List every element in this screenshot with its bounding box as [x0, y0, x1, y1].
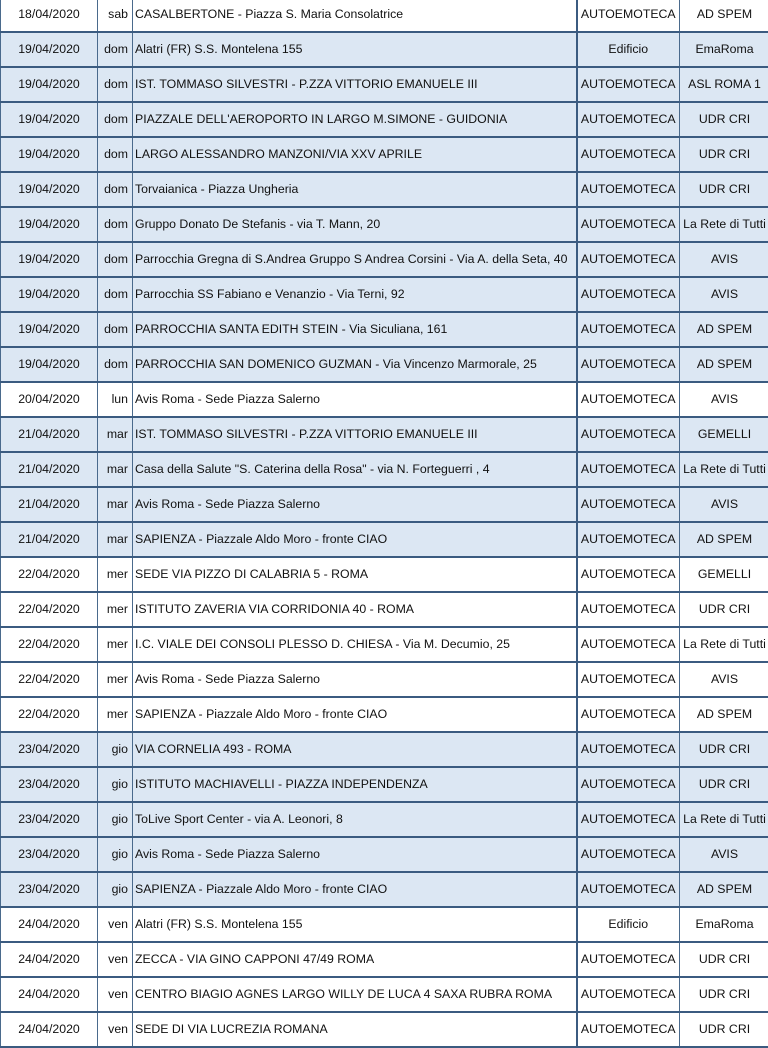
table-row: [1, 242, 768, 277]
organization-cell: UDR CRI: [680, 977, 768, 1012]
day-cell: mer: [98, 592, 133, 627]
location-cell: Avis Roma - Sede Piazza Salerno: [133, 487, 577, 522]
location-cell: Alatri (FR) S.S. Montelena 155: [133, 32, 577, 67]
organization-cell: AD SPEM: [680, 522, 768, 557]
location-cell: SAPIENZA - Piazzale Aldo Moro - fronte CIAO: [133, 872, 577, 907]
type-cell: AUTOEMOTECA: [577, 767, 680, 802]
location-cell: VIA CORNELIA 493 - ROMA: [133, 732, 577, 767]
type-cell: AUTOEMOTECA: [577, 522, 680, 557]
type-cell: AUTOEMOTECA: [577, 872, 680, 907]
day-cell: mer: [98, 697, 133, 732]
date-cell: 19/04/2020: [1, 67, 98, 102]
type-cell: AUTOEMOTECA: [577, 662, 680, 697]
organization-cell: La Rete di Tutti: [680, 802, 768, 837]
organization-cell: UDR CRI: [680, 592, 768, 627]
day-cell: dom: [98, 32, 133, 67]
date-cell: 24/04/2020: [1, 942, 98, 977]
type-cell: AUTOEMOTECA: [577, 802, 680, 837]
organization-cell: UDR CRI: [680, 732, 768, 767]
location-cell: CASALBERTONE - Piazza S. Maria Consolatrice: [133, 0, 577, 32]
table-row: [1, 382, 768, 417]
date-cell: 22/04/2020: [1, 627, 98, 662]
type-cell: AUTOEMOTECA: [577, 1012, 680, 1047]
type-cell: AUTOEMOTECA: [577, 382, 680, 417]
table-row: [1, 942, 768, 977]
organization-cell: AD SPEM: [680, 697, 768, 732]
day-cell: dom: [98, 137, 133, 172]
location-cell: CENTRO BIAGIO AGNES LARGO WILLY DE LUCA 4 SAXA RUBRA ROMA: [133, 977, 577, 1012]
type-cell: AUTOEMOTECA: [577, 312, 680, 347]
table-row: [1, 487, 768, 522]
location-cell: PIAZZALE DELL'AEROPORTO IN LARGO M.SIMONE - GUIDONIA: [133, 102, 577, 137]
date-cell: 19/04/2020: [1, 312, 98, 347]
date-cell: 21/04/2020: [1, 417, 98, 452]
table-row: [1, 977, 768, 1012]
table-row: [1, 67, 768, 102]
type-cell: AUTOEMOTECA: [577, 977, 680, 1012]
table-row: [1, 557, 768, 592]
table-row: [1, 592, 768, 627]
day-cell: dom: [98, 67, 133, 102]
organization-cell: La Rete di Tutti: [680, 452, 768, 487]
table-row: [1, 907, 768, 942]
date-cell: 20/04/2020: [1, 382, 98, 417]
location-cell: Casa della Salute "S. Caterina della Rosa" - via N. Forteguerri , 4: [133, 452, 577, 487]
table-row: [1, 452, 768, 487]
location-cell: PARROCCHIA SANTA EDITH STEIN - Via Siculiana, 161: [133, 312, 577, 347]
day-cell: mar: [98, 522, 133, 557]
date-cell: 19/04/2020: [1, 137, 98, 172]
type-cell: AUTOEMOTECA: [577, 67, 680, 102]
table-row: [1, 312, 768, 347]
table-row: [1, 662, 768, 697]
date-cell: 19/04/2020: [1, 277, 98, 312]
date-cell: 19/04/2020: [1, 242, 98, 277]
type-cell: AUTOEMOTECA: [577, 627, 680, 662]
day-cell: dom: [98, 102, 133, 137]
location-cell: ISTITUTO ZAVERIA VIA CORRIDONIA 40 - ROMA: [133, 592, 577, 627]
location-cell: Avis Roma - Sede Piazza Salerno: [133, 382, 577, 417]
table-row: [1, 627, 768, 662]
location-cell: Parrocchia Gregna di S.Andrea Gruppo S Andrea Corsini - Via A. della Seta, 40: [133, 242, 577, 277]
day-cell: dom: [98, 347, 133, 382]
day-cell: sab: [98, 0, 133, 32]
table-row: [1, 102, 768, 137]
table-row: [1, 137, 768, 172]
location-cell: Torvaianica - Piazza Ungheria: [133, 172, 577, 207]
organization-cell: UDR CRI: [680, 172, 768, 207]
type-cell: AUTOEMOTECA: [577, 277, 680, 312]
organization-cell: AVIS: [680, 382, 768, 417]
location-cell: ToLive Sport Center - via A. Leonori, 8: [133, 802, 577, 837]
date-cell: 24/04/2020: [1, 907, 98, 942]
organization-cell: UDR CRI: [680, 1012, 768, 1047]
day-cell: dom: [98, 242, 133, 277]
location-cell: Parrocchia SS Fabiano e Venanzio - Via Terni, 92: [133, 277, 577, 312]
date-cell: 23/04/2020: [1, 732, 98, 767]
organization-cell: UDR CRI: [680, 767, 768, 802]
type-cell: AUTOEMOTECA: [577, 487, 680, 522]
organization-cell: AD SPEM: [680, 347, 768, 382]
day-cell: dom: [98, 312, 133, 347]
day-cell: gio: [98, 837, 133, 872]
organization-cell: AVIS: [680, 277, 768, 312]
location-cell: Avis Roma - Sede Piazza Salerno: [133, 662, 577, 697]
table-row: [1, 32, 768, 67]
table-row: [1, 872, 768, 907]
date-cell: 22/04/2020: [1, 557, 98, 592]
day-cell: mar: [98, 452, 133, 487]
date-cell: 22/04/2020: [1, 697, 98, 732]
day-cell: gio: [98, 872, 133, 907]
type-cell: AUTOEMOTECA: [577, 697, 680, 732]
type-cell: AUTOEMOTECA: [577, 942, 680, 977]
organization-cell: UDR CRI: [680, 137, 768, 172]
date-cell: 23/04/2020: [1, 767, 98, 802]
type-cell: Edificio: [577, 32, 680, 67]
type-cell: AUTOEMOTECA: [577, 732, 680, 767]
organization-cell: AVIS: [680, 662, 768, 697]
location-cell: Alatri (FR) S.S. Montelena 155: [133, 907, 577, 942]
day-cell: gio: [98, 732, 133, 767]
type-cell: AUTOEMOTECA: [577, 0, 680, 32]
table-row: [1, 1012, 768, 1047]
date-cell: 21/04/2020: [1, 452, 98, 487]
organization-cell: EmaRoma: [680, 32, 768, 67]
organization-cell: AD SPEM: [680, 312, 768, 347]
location-cell: ISTITUTO MACHIAVELLI - PIAZZA INDEPENDENZA: [133, 767, 577, 802]
day-cell: gio: [98, 767, 133, 802]
table-row: [1, 732, 768, 767]
date-cell: 22/04/2020: [1, 592, 98, 627]
type-cell: AUTOEMOTECA: [577, 557, 680, 592]
type-cell: AUTOEMOTECA: [577, 172, 680, 207]
date-cell: 23/04/2020: [1, 802, 98, 837]
date-cell: 24/04/2020: [1, 1012, 98, 1047]
table-row: [1, 522, 768, 557]
table-row: [1, 417, 768, 452]
location-cell: SAPIENZA - Piazzale Aldo Moro - fronte CIAO: [133, 697, 577, 732]
date-cell: 21/04/2020: [1, 487, 98, 522]
type-cell: AUTOEMOTECA: [577, 452, 680, 487]
location-cell: IST. TOMMASO SILVESTRI - P.ZZA VITTORIO EMANUELE III: [133, 67, 577, 102]
organization-cell: AVIS: [680, 837, 768, 872]
table-row: [1, 347, 768, 382]
location-cell: IST. TOMMASO SILVESTRI - P.ZZA VITTORIO EMANUELE III: [133, 417, 577, 452]
organization-cell: AD SPEM: [680, 0, 768, 32]
table-row: [1, 767, 768, 802]
date-cell: 23/04/2020: [1, 872, 98, 907]
day-cell: dom: [98, 207, 133, 242]
type-cell: AUTOEMOTECA: [577, 137, 680, 172]
location-cell: PARROCCHIA SAN DOMENICO GUZMAN - Via Vincenzo Marmorale, 25: [133, 347, 577, 382]
organization-cell: EmaRoma: [680, 907, 768, 942]
table-row: [1, 0, 768, 32]
schedule-rows: [1, 0, 768, 1047]
table-row: [1, 207, 768, 242]
organization-cell: La Rete di Tutti: [680, 207, 768, 242]
location-cell: Avis Roma - Sede Piazza Salerno: [133, 837, 577, 872]
location-cell: SAPIENZA - Piazzale Aldo Moro - fronte CIAO: [133, 522, 577, 557]
type-cell: AUTOEMOTECA: [577, 347, 680, 382]
location-cell: SEDE VIA PIZZO DI CALABRIA 5 - ROMA: [133, 557, 577, 592]
table-row: [1, 172, 768, 207]
type-cell: AUTOEMOTECA: [577, 417, 680, 452]
type-cell: AUTOEMOTECA: [577, 592, 680, 627]
table-row: [1, 277, 768, 312]
day-cell: lun: [98, 382, 133, 417]
date-cell: 21/04/2020: [1, 522, 98, 557]
date-cell: 24/04/2020: [1, 977, 98, 1012]
table-row: [1, 837, 768, 872]
date-cell: 22/04/2020: [1, 662, 98, 697]
date-cell: 19/04/2020: [1, 207, 98, 242]
organization-cell: UDR CRI: [680, 102, 768, 137]
type-cell: AUTOEMOTECA: [577, 102, 680, 137]
day-cell: mer: [98, 627, 133, 662]
day-cell: ven: [98, 1012, 133, 1047]
type-cell: AUTOEMOTECA: [577, 207, 680, 242]
day-cell: dom: [98, 277, 133, 312]
date-cell: 19/04/2020: [1, 347, 98, 382]
type-cell: Edificio: [577, 907, 680, 942]
day-cell: mer: [98, 662, 133, 697]
location-cell: ZECCA - VIA GINO CAPPONI 47/49 ROMA: [133, 942, 577, 977]
organization-cell: La Rete di Tutti: [680, 627, 768, 662]
day-cell: mer: [98, 557, 133, 592]
day-cell: gio: [98, 802, 133, 837]
organization-cell: GEMELLI: [680, 417, 768, 452]
location-cell: I.C. VIALE DEI CONSOLI PLESSO D. CHIESA - Via M. Decumio, 25: [133, 627, 577, 662]
day-cell: ven: [98, 942, 133, 977]
organization-cell: ASL ROMA 1: [680, 67, 768, 102]
location-cell: Gruppo Donato De Stefanis - via T. Mann, 20: [133, 207, 577, 242]
day-cell: mar: [98, 417, 133, 452]
day-cell: dom: [98, 172, 133, 207]
day-cell: mar: [98, 487, 133, 522]
day-cell: ven: [98, 977, 133, 1012]
date-cell: 19/04/2020: [1, 32, 98, 67]
organization-cell: UDR CRI: [680, 942, 768, 977]
type-cell: AUTOEMOTECA: [577, 242, 680, 277]
date-cell: 23/04/2020: [1, 837, 98, 872]
organization-cell: AVIS: [680, 487, 768, 522]
day-cell: ven: [98, 907, 133, 942]
type-cell: AUTOEMOTECA: [577, 837, 680, 872]
organization-cell: AVIS: [680, 242, 768, 277]
date-cell: 19/04/2020: [1, 102, 98, 137]
location-cell: SEDE DI VIA LUCREZIA ROMANA: [133, 1012, 577, 1047]
table-row: [1, 697, 768, 732]
date-cell: 19/04/2020: [1, 172, 98, 207]
location-cell: LARGO ALESSANDRO MANZONI/VIA XXV APRILE: [133, 137, 577, 172]
organization-cell: GEMELLI: [680, 557, 768, 592]
date-cell: 18/04/2020: [1, 0, 98, 32]
table-row: [1, 802, 768, 837]
organization-cell: AD SPEM: [680, 872, 768, 907]
